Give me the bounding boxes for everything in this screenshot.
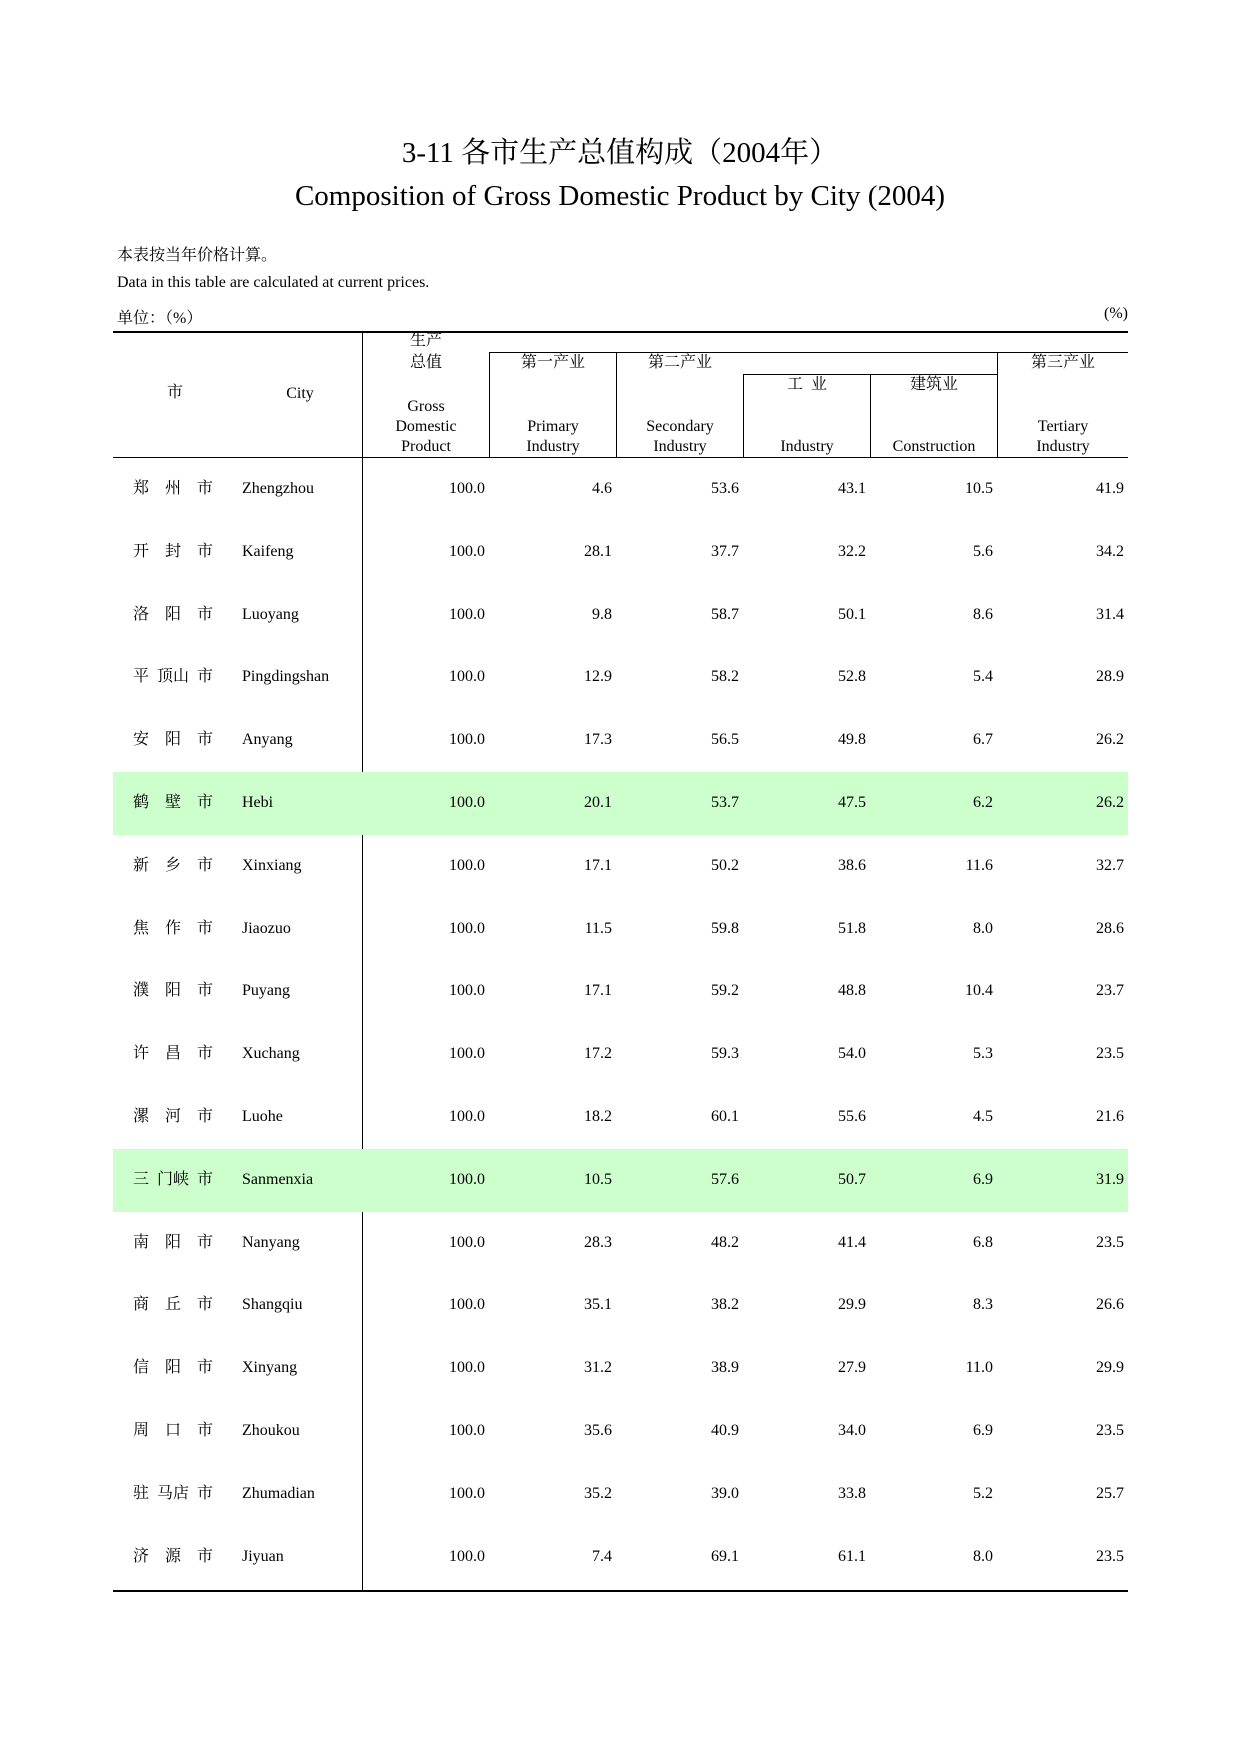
secondary-value: 56.5: [711, 731, 739, 749]
industry-value: 32.2: [838, 542, 866, 560]
gdp-value: 100.0: [449, 1359, 485, 1377]
construction-value: 6.9: [973, 1422, 993, 1439]
tertiary-value: 32.7: [1096, 856, 1124, 874]
city-name-cn: 驻 马店 市: [133, 1484, 214, 1502]
header-secondary-en-2: Industry: [653, 438, 707, 455]
construction-value: 5.4: [973, 668, 993, 686]
city-name-en: Luohe: [242, 1108, 283, 1125]
primary-value: 11.5: [584, 919, 612, 937]
construction-value: 11.6: [965, 856, 993, 874]
unit-label-en: (%): [1104, 305, 1128, 322]
construction-value: 8.0: [973, 1547, 993, 1565]
construction-value: 6.7: [973, 731, 993, 749]
industry-value: 50.7: [838, 1170, 866, 1188]
industry-value: 49.8: [838, 731, 866, 749]
tertiary-value: 21.6: [1096, 1108, 1124, 1125]
header-secondary-en-1: Secondary: [646, 418, 714, 435]
city-name-cn: 济 源 市: [133, 1547, 214, 1565]
secondary-value: 59.3: [711, 1045, 739, 1063]
table-row: [113, 646, 1128, 709]
tertiary-value: 31.4: [1096, 605, 1124, 623]
gdp-value: 100.0: [449, 1547, 485, 1565]
city-name-en: Jiyuan: [242, 1547, 284, 1565]
industry-value: 29.9: [838, 1296, 866, 1314]
secondary-value: 58.7: [711, 605, 739, 623]
table-row: [113, 521, 1128, 584]
table-row: [113, 1463, 1128, 1526]
header-primary-en-1: Primary: [527, 418, 579, 435]
construction-value: 5.2: [973, 1484, 993, 1502]
page-title-en: Composition of Gross Domestic Product by City (2004): [294, 180, 946, 212]
tertiary-value: 29.9: [1096, 1359, 1124, 1377]
secondary-value: 38.9: [711, 1359, 739, 1377]
gdp-value: 100.0: [449, 480, 485, 497]
secondary-value: 58.2: [711, 668, 739, 686]
industry-value: 43.1: [838, 480, 866, 497]
header-gdp-en-1: Gross: [407, 398, 445, 415]
city-name-en: Zhumadian: [242, 1484, 315, 1502]
primary-value: 35.1: [584, 1296, 612, 1314]
construction-value: 11.0: [965, 1359, 993, 1377]
secondary-value: 53.6: [711, 480, 739, 497]
gdp-value: 100.0: [449, 1170, 485, 1188]
industry-value: 50.1: [838, 605, 866, 623]
gdp-value: 100.0: [449, 1108, 485, 1125]
construction-value: 6.2: [973, 794, 993, 811]
construction-value: 4.5: [973, 1108, 993, 1125]
city-name-en: Kaifeng: [242, 542, 294, 560]
secondary-value: 57.6: [711, 1170, 739, 1188]
header-tertiary-en-2: Industry: [1036, 438, 1090, 455]
city-name-en: Xinxiang: [242, 856, 302, 874]
secondary-value: 48.2: [711, 1233, 739, 1251]
table-row: [113, 1526, 1128, 1589]
construction-value: 8.0: [973, 919, 993, 937]
secondary-value: 53.7: [711, 794, 739, 811]
city-name-cn: 濮 阳 市: [133, 982, 214, 1000]
city-name-en: Anyang: [242, 731, 293, 749]
industry-value: 55.6: [838, 1108, 866, 1125]
table-row: [113, 1400, 1128, 1463]
header-gdp-cn-2: 总值: [409, 354, 442, 371]
city-name-en: Zhengzhou: [242, 480, 314, 497]
industry-value: 33.8: [838, 1484, 866, 1502]
construction-value: 10.4: [965, 982, 993, 1000]
city-name-cn: 漯 河 市: [133, 1108, 214, 1125]
tertiary-value: 26.2: [1096, 731, 1124, 749]
gdp-value: 100.0: [449, 794, 485, 811]
tertiary-value: 25.7: [1096, 1484, 1124, 1502]
city-name-en: Hebi: [242, 794, 274, 811]
city-name-en: Luoyang: [242, 605, 299, 623]
primary-value: 17.3: [584, 731, 612, 749]
tertiary-value: 23.7: [1096, 982, 1124, 1000]
gdp-value: 100.0: [449, 856, 485, 874]
secondary-value: 37.7: [711, 542, 739, 560]
city-name-en: Xinyang: [242, 1359, 298, 1377]
gdp-value: 100.0: [449, 542, 485, 560]
table-bottom-rule: [113, 1590, 1128, 1592]
city-name-en: Zhoukou: [242, 1422, 300, 1439]
header-secondary-cn: 第二产业: [647, 354, 712, 371]
tertiary-value: 26.6: [1096, 1296, 1124, 1314]
secondary-value: 59.2: [711, 982, 739, 1000]
construction-value: 5.6: [973, 542, 993, 560]
city-name-cn: 许 昌 市: [133, 1045, 214, 1063]
gdp-value: 100.0: [449, 731, 485, 749]
primary-value: 28.1: [584, 542, 612, 560]
tertiary-value: 23.5: [1096, 1422, 1124, 1439]
header-tertiary-en-1: Tertiary: [1037, 418, 1089, 435]
gdp-value: 100.0: [449, 919, 485, 937]
city-name-cn: 鹤 壁 市: [133, 794, 214, 811]
tertiary-value: 23.5: [1096, 1045, 1124, 1063]
secondary-value: 50.2: [711, 856, 739, 874]
gdp-value: 100.0: [449, 1484, 485, 1502]
tertiary-value: 26.2: [1096, 794, 1124, 811]
primary-value: 35.2: [584, 1484, 612, 1502]
gdp-value: 100.0: [449, 1045, 485, 1063]
unit-label-cn: 单位：（%）: [117, 310, 203, 327]
table-row: [113, 584, 1128, 647]
industry-value: 51.8: [838, 919, 866, 937]
city-name-cn: 安 阳 市: [133, 731, 214, 749]
header-primary-cn: 第一产业: [520, 354, 585, 371]
city-name-en: Xuchang: [242, 1045, 300, 1063]
header-construction-cn: 建筑业: [909, 376, 958, 393]
construction-value: 5.3: [973, 1045, 993, 1063]
industry-value: 61.1: [838, 1547, 866, 1565]
table-row: [113, 1212, 1128, 1275]
table-row: [113, 960, 1128, 1023]
page-title-cn: 3-11 各市生产总值构成（2004年）: [401, 137, 839, 169]
primary-value: 17.2: [584, 1045, 612, 1063]
tertiary-value: 31.9: [1096, 1170, 1124, 1188]
city-name-cn: 郑 州 市: [133, 480, 214, 497]
gdp-value: 100.0: [449, 982, 485, 1000]
header-construction-en: Construction: [892, 438, 976, 455]
note-cn: 本表按当年价格计算。: [117, 247, 278, 264]
table-row: [113, 1274, 1128, 1337]
city-name-cn: 洛 阳 市: [133, 605, 214, 623]
tertiary-value: 23.5: [1096, 1233, 1124, 1251]
city-name-cn: 新 乡 市: [133, 856, 214, 874]
primary-value: 20.1: [584, 794, 612, 811]
table-row: [113, 835, 1128, 898]
city-name-cn: 南 阳 市: [133, 1233, 214, 1251]
secondary-value: 39.0: [711, 1484, 739, 1502]
city-name-cn: 商 丘 市: [133, 1296, 214, 1314]
header-city-cn: 市: [166, 384, 183, 401]
primary-value: 17.1: [584, 856, 612, 874]
city-name-cn: 平 顶山 市: [133, 668, 214, 686]
city-name-en: Shangqiu: [242, 1296, 303, 1314]
header-gdp-en-3: Product: [401, 438, 451, 455]
industry-value: 41.4: [838, 1233, 866, 1251]
primary-value: 28.3: [584, 1233, 612, 1251]
note-en: Data in this table are calculated at current prices.: [117, 274, 430, 291]
table-row: [113, 772, 1128, 835]
table-top-rule: [113, 331, 1128, 333]
city-name-en: Pingdingshan: [242, 668, 330, 686]
table-row: [113, 898, 1128, 961]
primary-value: 31.2: [584, 1359, 612, 1377]
table-row: [113, 1149, 1128, 1212]
construction-value: 8.6: [973, 605, 993, 623]
header-primary-en-2: Industry: [526, 438, 580, 455]
primary-value: 7.4: [592, 1547, 612, 1565]
industry-value: 38.6: [838, 856, 866, 874]
industry-value: 48.8: [838, 982, 866, 1000]
city-name-en: Sanmenxia: [242, 1170, 314, 1188]
primary-value: 9.8: [592, 605, 612, 623]
header-city-en: City: [286, 385, 314, 402]
table-row: [113, 1023, 1128, 1086]
city-name-cn: 周 口 市: [133, 1422, 214, 1439]
secondary-value: 69.1: [711, 1547, 739, 1565]
header-industry-cn: 工 业: [786, 376, 827, 393]
city-name-cn: 三 门峡 市: [133, 1170, 214, 1188]
tertiary-value: 41.9: [1096, 480, 1124, 497]
city-name-en: Nanyang: [242, 1233, 300, 1251]
secondary-value: 38.2: [711, 1296, 739, 1314]
gdp-value: 100.0: [449, 668, 485, 686]
industry-value: 27.9: [838, 1359, 866, 1377]
primary-value: 12.9: [584, 668, 612, 686]
gdp-value: 100.0: [449, 1422, 485, 1439]
tertiary-value: 23.5: [1096, 1547, 1124, 1565]
header-gdp-cn-1: 生产: [409, 332, 442, 349]
table-row: [113, 458, 1128, 521]
city-name-en: Puyang: [242, 982, 290, 1000]
city-name-cn: 信 阳 市: [133, 1359, 214, 1377]
city-name-cn: 焦 作 市: [133, 919, 214, 937]
tertiary-value: 28.9: [1096, 668, 1124, 686]
city-name-cn: 开 封 市: [133, 542, 214, 560]
secondary-value: 59.8: [711, 919, 739, 937]
header-tertiary-cn: 第三产业: [1030, 354, 1095, 371]
gdp-value: 100.0: [449, 605, 485, 623]
table-row: [113, 1337, 1128, 1400]
primary-value: 35.6: [584, 1422, 612, 1439]
tertiary-value: 34.2: [1096, 542, 1124, 560]
secondary-value: 40.9: [711, 1422, 739, 1439]
table-row: [113, 1086, 1128, 1149]
secondary-value: 60.1: [711, 1108, 739, 1125]
gdp-value: 100.0: [449, 1296, 485, 1314]
tertiary-value: 28.6: [1096, 919, 1124, 937]
construction-value: 6.9: [973, 1170, 993, 1188]
primary-value: 18.2: [584, 1108, 612, 1125]
table-row: [113, 709, 1128, 772]
city-name-en: Jiaozuo: [242, 919, 291, 937]
industry-value: 54.0: [838, 1045, 866, 1063]
construction-value: 6.8: [973, 1233, 993, 1251]
industry-value: 52.8: [838, 668, 866, 686]
primary-value: 10.5: [584, 1170, 612, 1188]
industry-value: 47.5: [838, 794, 866, 811]
primary-value: 4.6: [592, 480, 612, 497]
gdp-value: 100.0: [449, 1233, 485, 1251]
construction-value: 8.3: [973, 1296, 993, 1314]
construction-value: 10.5: [965, 480, 993, 497]
industry-value: 34.0: [838, 1422, 866, 1439]
header-industry-en: Industry: [780, 438, 834, 455]
primary-value: 17.1: [584, 982, 612, 1000]
header-gdp-en-2: Domestic: [395, 418, 457, 435]
